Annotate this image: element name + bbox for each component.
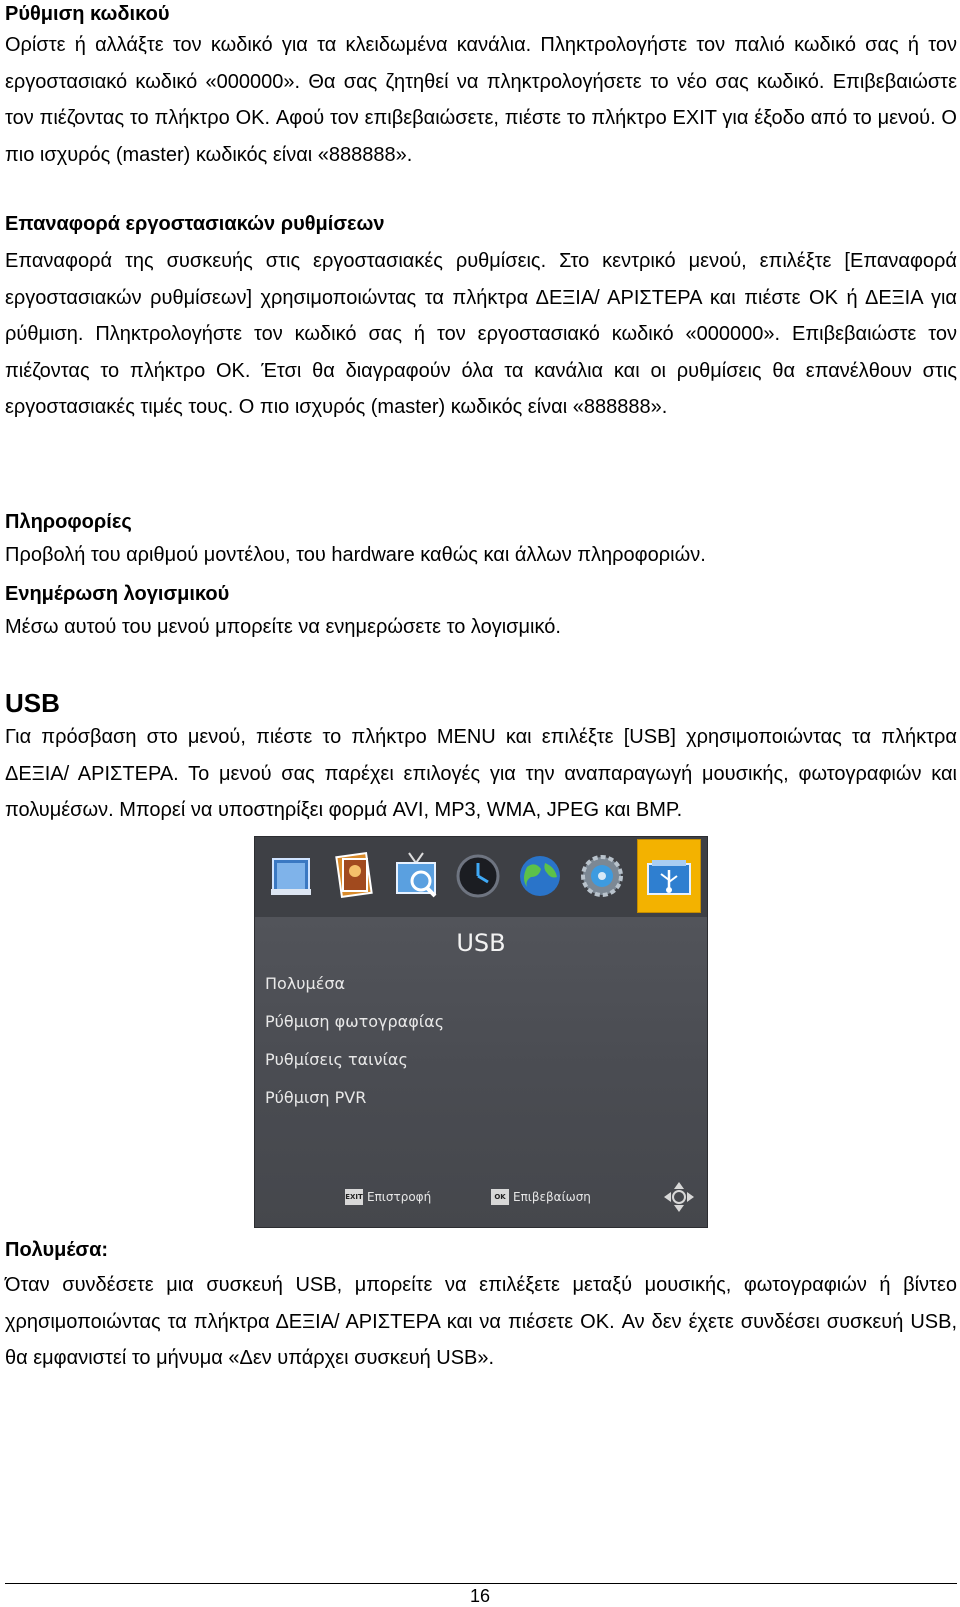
update-body: Μέσω αυτού του μενού μπορείτε να ενημερώσετε το λογισμικό.: [5, 616, 561, 638]
code-body: Ορίστε ή αλλάξτε τον κωδικό για τα κλειδωμένα κανάλια. Πληκτρολογήστε τον παλιό κωδικό σας ή τον εργοστασιακό κωδικό «000000». Θα σας ζητηθεί να πληκτρολογήσετε το νέο σας κωδικό. Επιβεβαιώστε τον πιέζοντας το πλήκτρο OK. Αφού τον επιβεβαιώσετε, πιέστε το πλήκτρο EXIT για έξοδο από το μενού. Ο πιο ισχυρός (master) κωδικός είναι «888888».: [5, 34, 957, 166]
picture-icon: [329, 849, 379, 903]
menu-icon-bar: [255, 837, 707, 917]
menu-footer: [255, 1167, 707, 1227]
time-icon: [453, 849, 503, 903]
usb-body: Για πρόσβαση στο μενού, πιέστε το πλήκτρο MENU και επιλέξτε [USB] χρησιμοποιώντας τα πλήκτρα ΔΕΞΙΑ/ ΑΡΙΣΤΕΡΑ. Το μενού σας παρέχει επιλογές για την αναπαραγωγή μουσικής, φωτογραφιών και πολυμέσων. Μπορεί να υποστηρίξει φορμά AVI, MP3, WMA, JPEG και BMP.: [5, 726, 957, 821]
usb-menu-screenshot: [254, 836, 708, 1228]
menu-item-pvr-settings[interactable]: Ρύθμιση PVR: [265, 1088, 367, 1107]
code-heading: Ρύθμιση κωδικού: [5, 3, 170, 25]
menu-item-multimedia[interactable]: Πολυμέσα: [265, 974, 346, 993]
installation-icon: [267, 849, 317, 903]
info-heading: Πληροφορίες: [5, 511, 132, 533]
reset-body: Επαναφορά της συσκευής στις εργοστασιακές ρυθμίσεις. Στο κεντρικό μενού, επιλέξτε [Επαναφορά εργοστασιακών ρυθμίσεων] χρησιμοποιώντας τα πλήκτρα ΔΕΞΙΑ/ ΑΡΙΣΤΕΡΑ και πιέστε OK ή ΔΕΞΙΑ για ρύθμιση. Πληκτρολογήστε τον κωδικό σας ή τον εργοστασιακό κωδικό «000000». Επιβεβαιώστε τον πιέζοντας το πλήκτρο OK. Έτσι θα διαγραφούν όλα τα κανάλια και οι ρυθμίσεις θα επανέλθουν στις εργοστασιακές τιμές τους. Ο πιο ισχυρός (master) κωδικός είναι «888888».: [5, 250, 957, 418]
multimedia-heading: Πολυμέσα:: [5, 1239, 109, 1261]
exit-label: Επιστροφή: [367, 1190, 432, 1204]
multimedia-body: Όταν συνδέσετε μια συσκευή USB, μπορείτε να επιλέξετε μεταξύ μουσικής, φωτογραφιών ή βίντεο χρησιμοποιώντας τα πλήκτρα ΔΕΞΙΑ/ ΑΡΙΣΤΕΡΑ και να πιέσετε OK. Αν δεν έχετε συνδέσει συσκευή USB, θα εμφανιστεί το μήνυμα «Δεν υπάρχει συσκευή USB».: [5, 1274, 957, 1369]
info-body: Προβολή του αριθμού μοντέλου, του hardware καθώς και άλλων πληροφοριών.: [5, 544, 706, 566]
usb-icon: [637, 839, 701, 913]
menu-item-photo-settings[interactable]: Ρύθμιση φωτογραφίας: [265, 1012, 445, 1031]
footer-divider: [5, 1583, 957, 1584]
menu-item-movie-settings[interactable]: Ρυθμίσεις ταινίας: [265, 1050, 408, 1069]
ok-key-icon: OK: [491, 1189, 509, 1205]
ok-label: Επιβεβαίωση: [513, 1190, 591, 1204]
exit-key-icon: EXIT: [345, 1189, 363, 1205]
navigation-arrows-icon: [663, 1181, 695, 1213]
usb-heading: USB: [5, 688, 60, 718]
reset-heading: Επαναφορά εργοστασιακών ρυθμίσεων: [5, 213, 385, 235]
globe-icon: [515, 849, 565, 903]
menu-title: USB: [456, 929, 506, 957]
system-gear-icon: [577, 849, 627, 903]
channel-search-icon: [391, 849, 441, 903]
page-number: 16: [469, 1586, 491, 1606]
update-heading: Ενημέρωση λογισμικού: [5, 583, 230, 605]
